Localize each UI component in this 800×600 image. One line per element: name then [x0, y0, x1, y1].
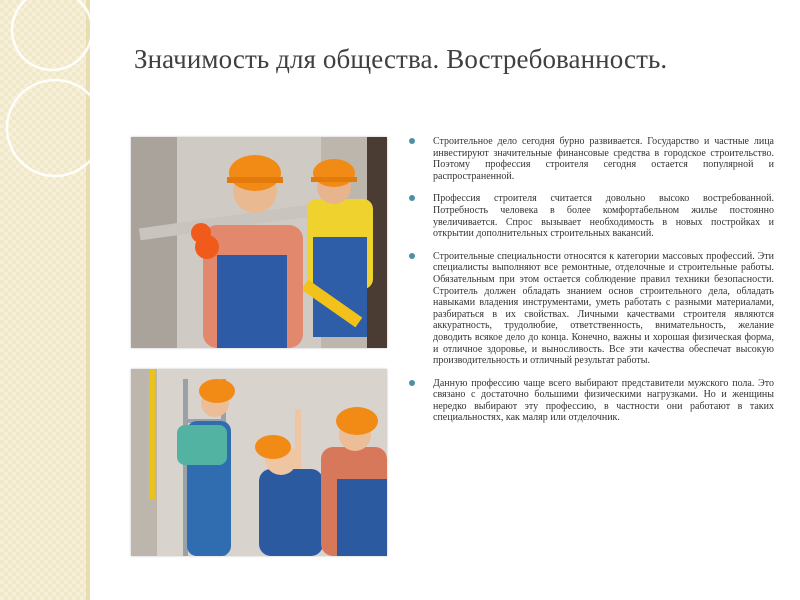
bullet-text: Строительные специальности относятся к категории массовых профессий. Эти специалисты выполняют все ремонтные, отделочные и строительные работы. Обязательным при этом остается соблюдение правил техники безопасности. Строитель должен обладать знанием основ строительного дела, обладать навыками владения инструментами, уметь работать с разными материалами, разбираться в их свойствах. Личными качествами строителя являются аккуратность, трудолюбие, ответственность, внимательность, желание доводить всякое дело до конца. Конечно, важны и хорошая физическая форма, и отличное здоровье, и выносливость. Все эти качества обеспечат высокую производительность и отличный результат работы. [433, 250, 774, 367]
list-item [408, 378, 774, 424]
bullet-icon [409, 195, 415, 201]
decorative-rings [0, 0, 130, 240]
bullet-text: Строительное дело сегодня бурно развивается. Государство и частные лица инвестируют значительные финансовые средства в городское строительство. Поэтому профессия строителя сегодня остается популярной и распространенной. [433, 136, 774, 182]
bullet-text: Данную профессию чаще всего выбирают представители мужского пола. Это связано с достаточно большими физическими нагрузками. Но и женщины нередко выбирают эту профессию, в частности они работают в таких специальностях, как маляр или отделочник. [433, 377, 774, 424]
bullet-icon [409, 138, 415, 144]
photo-workers-with-level [131, 137, 387, 348]
bullet-icon [409, 380, 415, 386]
content-bullet-list [408, 136, 774, 435]
list-item [408, 251, 774, 367]
photo-workers-measuring [131, 369, 387, 556]
bullet-icon [409, 253, 415, 259]
list-item [408, 136, 774, 182]
slide-title: Значимость для общества. Востребованность. [134, 44, 668, 74]
bullet-text: Профессия строителя считается довольно высоко востребованной. Потребность человека в более комфортабельном жилье постоянно увеличивается. Спрос вызывает необходимость в новых постройках и открытии дополнительных строительных вакансий. [433, 193, 774, 240]
list-item [408, 193, 774, 239]
